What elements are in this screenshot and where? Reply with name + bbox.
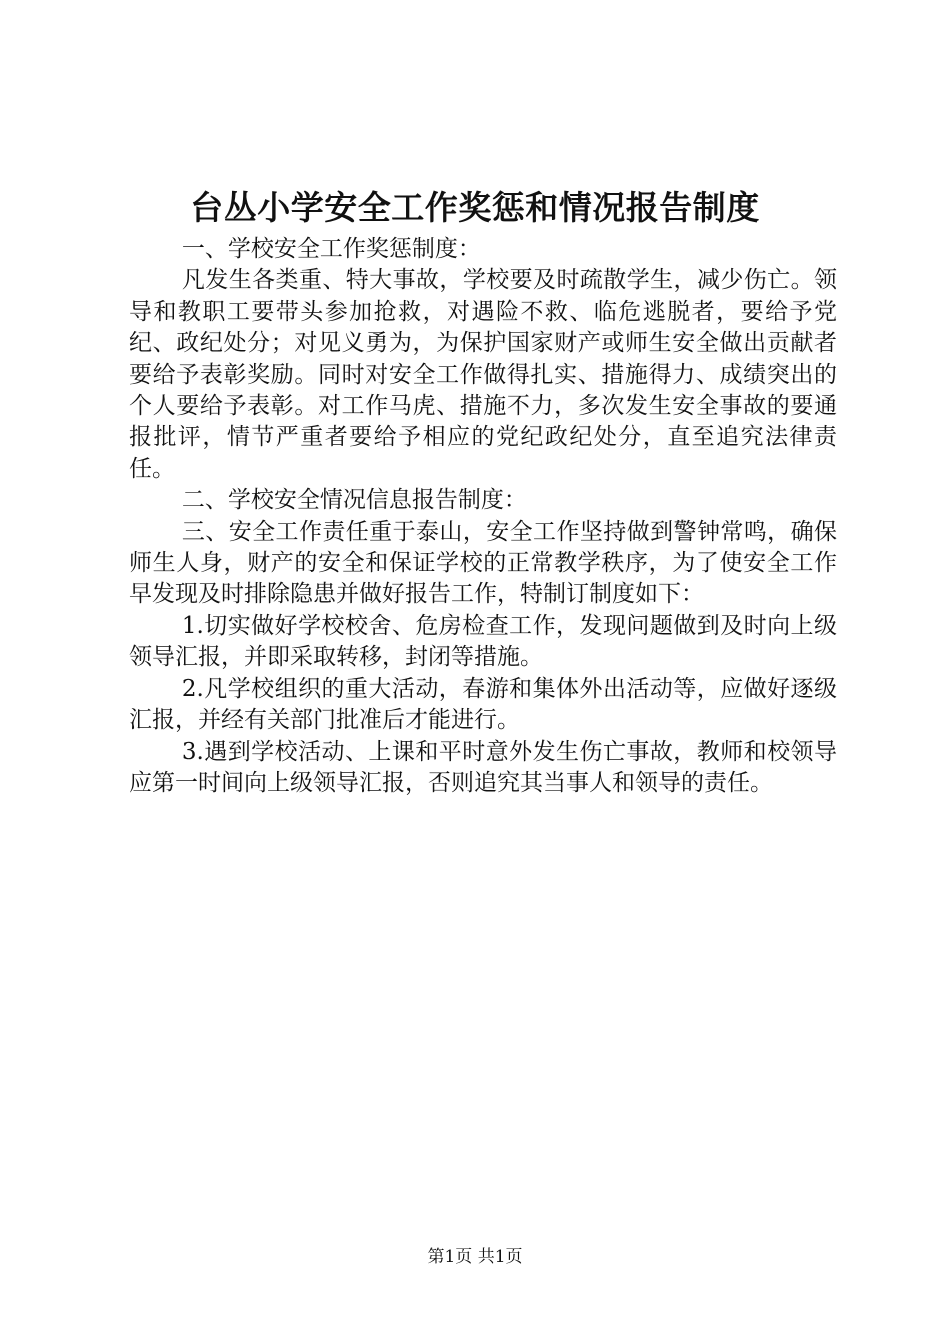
document-title: 台丛小学安全工作奖惩和情况报告制度: [190, 188, 760, 227]
list-item-3: 3.遇到学校活动、上课和平时意外发生伤亡事故，教师和校领导应第一时间向上级领导汇报，否则追究其当事人和领导的责任。: [129, 738, 837, 796]
list-item-2: 2.凡学校组织的重大活动，春游和集体外出活动等，应做好逐级汇报，并经有关部门批准后才能进行。: [129, 675, 837, 734]
section-heading-rewards: 一、学校安全工作奖惩制度：: [181, 236, 481, 262]
section-heading-reporting: 二、学校安全情况信息报告制度：: [181, 487, 527, 514]
page-footer: 第1页 共1页: [427, 1247, 523, 1267]
paragraph-reporting-intro: 三、安全工作责任重于泰山，安全工作坚持做到警钟常鸣，确保师生人身，财产的安全和保证学校的正常教学秩序，为了使安全工作早发现及时排除隐患并做好报告工作，特制订制度如下：: [129, 518, 837, 608]
list-item-1: 1.切实做好学校校舍、危房检查工作，发现问题做到及时向上级领导汇报，并即采取转移，封闭等措施。: [129, 612, 837, 671]
paragraph-rewards-content: 凡发生各类重、特大事故，学校要及时疏散学生，减少伤亡。领导和教职工要带头参加抢救，对遇险不救、临危逃脱者，要给予党纪、政纪处分；对见义勇为，为保护国家财产或师生安全做出贡献者要给予表彰奖励。同时对安全工作做得扎实、措施得力、成绩突出的个人要给予表彰。对工作马虎、措施不力，多次发生安全事故的要通报批评，情节严重者要给予相应的党纪政纪处分，直至追究法律责任。: [129, 267, 837, 482]
document-body: [129, 234, 837, 799]
